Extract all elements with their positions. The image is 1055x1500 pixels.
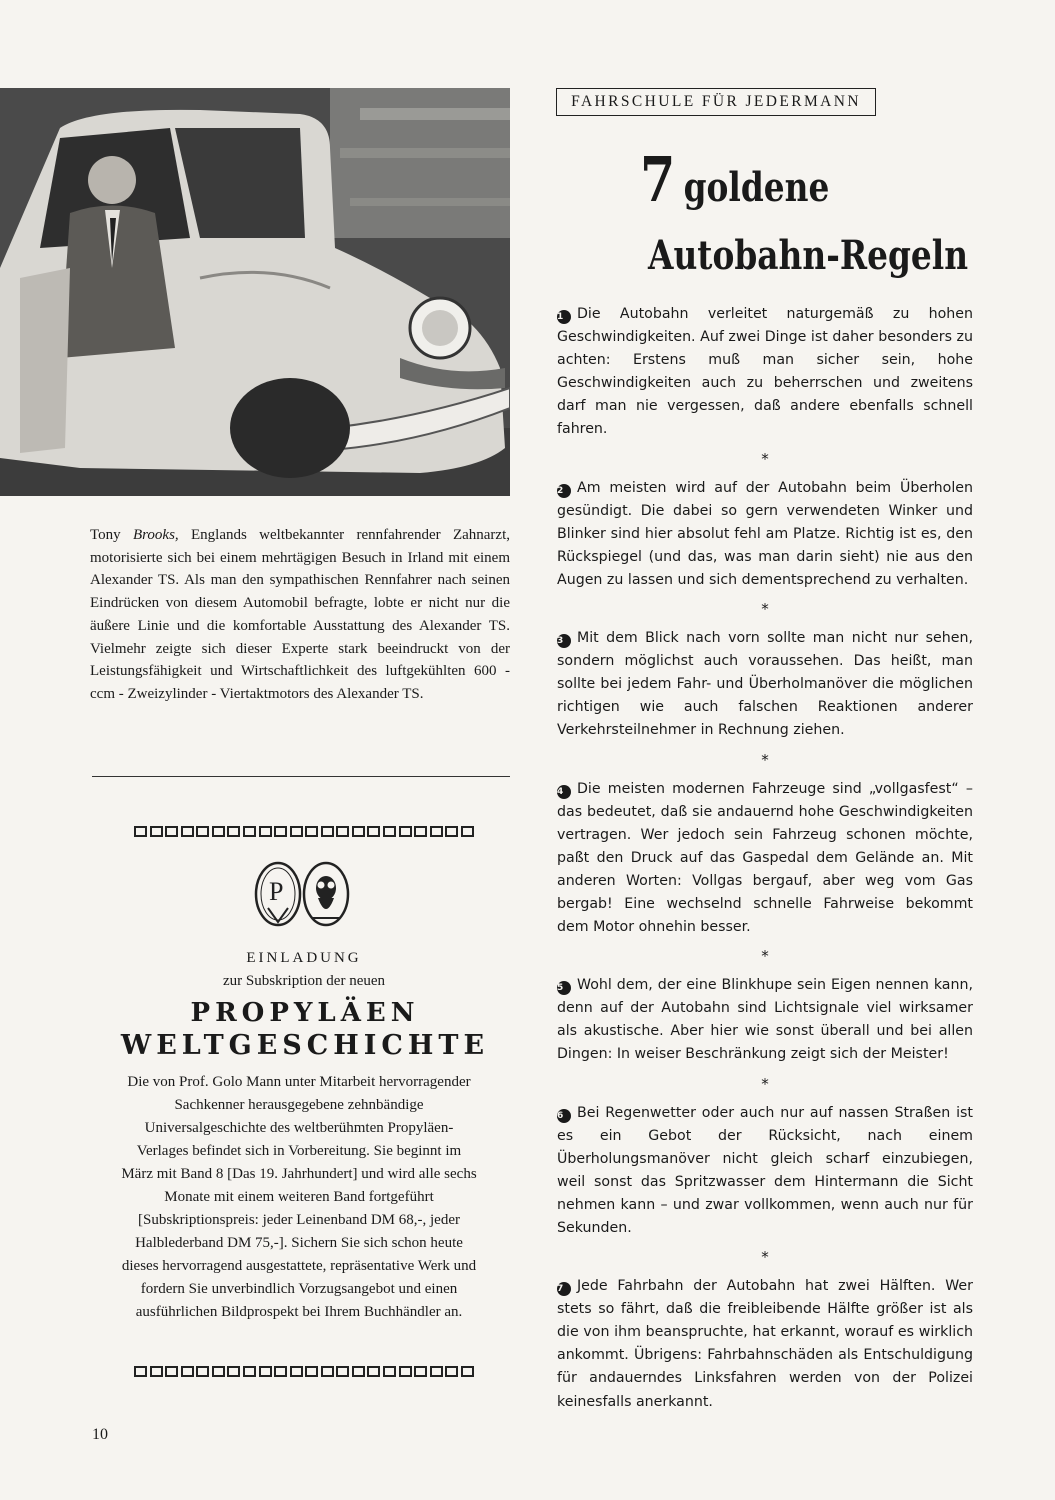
rule-item — [557, 303, 973, 442]
section-tag: FAHRSCHULE FÜR JEDERMANN — [556, 88, 876, 116]
headline-line1 — [640, 143, 830, 218]
rule-number-badge: 5 — [557, 981, 571, 995]
headline-word: goldene — [683, 164, 830, 211]
rule-text: Bei Regenwetter oder auch nur auf nassen Straßen ist es ein Gebot der Rücksicht, nach einem Überholungsmanöver nicht gleich scharf einzubiegen, weil sonst das Spritzwasser dem Hintermann die Sicht nehmen kann – und zwar vollkommen, wenn auch nur für Sekunden. — [557, 1104, 973, 1236]
separator-star: * — [761, 449, 769, 468]
rule-text: Die Autobahn verleitet naturgemäß zu hohen Geschwindigkeiten. Auf zwei Dinge ist daher besonders zu achten: Erstens muß man sicher sein, hohe Geschwindigkeiten auch zu beherrschen und zweitens darf man nie vergessen, daß andere ebenfalls schnell fahren. — [557, 306, 973, 438]
separator-star: * — [761, 750, 769, 769]
rule-number-badge: 2 — [557, 484, 571, 498]
rule-item — [557, 974, 973, 1066]
car-photo-drawing — [0, 88, 510, 496]
rules-list — [557, 303, 973, 1414]
logo-letter: P — [269, 877, 284, 906]
caption-lead: Tony — [90, 527, 133, 543]
photo-caption — [90, 524, 510, 706]
caption-text: Englands weltbekannter rennfahrender Zahnarzt, motorisierte sich bei einem mehrtägigen Besuch in Irland mit einem Alexander TS. Als man den sympathischen Rennfahrer nach seinen Eindrücken von diesem Automobil befragte, lobte er nicht nur die äußere Linie und die komfortable Ausstattung des Alexander TS. Vielmehr zeigte sich dieser Experte stark beeindruckt von der Leistungsfähigkeit und Wirtschaftlichkeit des luftgekühlten 600 - ccm - Zweizylinder - Viertaktmotors des Alexander TS. — [90, 527, 510, 702]
ad-kicker: EINLADUNG — [246, 950, 362, 966]
rule-text: Wohl dem, der eine Blinkhupe sein Eigen nennen kann, denn auf der Autobahn sind Lichtsignale viel wirksamer als akustische. Aber hier wie sonst überall und bei allen Dingen: In weiser Beschränkung zeigt sich der Meister! — [557, 977, 973, 1063]
separator-star: * — [761, 1074, 769, 1093]
separator-star: * — [761, 947, 769, 966]
page-number: 10 — [92, 1426, 108, 1443]
separator-star: * — [761, 1248, 769, 1267]
rule-number-badge: 7 — [557, 1282, 571, 1296]
ad-subtitle: zur Subskription der neuen — [222, 973, 386, 989]
rule-number-badge: 6 — [557, 1109, 571, 1123]
rule-number-badge: 1 — [557, 310, 571, 324]
rule-item — [557, 627, 973, 742]
section-divider — [92, 776, 510, 777]
headline-line2: Autobahn-Regeln — [648, 232, 969, 279]
headline-number: 7 — [640, 143, 676, 216]
ad-title-line1: PROPYLÄEN — [190, 998, 420, 1028]
rule-number-badge: 3 — [557, 634, 571, 648]
car-photo — [0, 88, 510, 496]
rule-text: Mit dem Blick nach vorn sollte man nicht nur sehen, sondern möglichst auch voraussehen. Das heißt, man sollte bei jedem Fahr- und Überholmanöver die möglichen richtigen wie auch falschen Reaktionen anderer Verkehrsteilnehmer in Rechnung ziehen. — [557, 630, 973, 739]
rule-item — [557, 1275, 973, 1414]
rule-item — [557, 778, 973, 940]
ad-title-line2: WELTGESCHICHTE — [120, 1030, 490, 1061]
rule-text: Am meisten wird auf der Autobahn beim Überholen gesündigt. Die dabei so gern verwendeten Winker und Blinker sind hier absolut fehl am Platze. Richtig ist es, den Rückspiegel (und das, was man darin sieht) nie aus den Augen zu lassen und sich dementsprechend zu verhalten. — [557, 479, 973, 588]
caption-name: Brooks, — [132, 527, 179, 543]
rule-item — [557, 1102, 973, 1241]
rule-item — [557, 477, 973, 592]
ad-border-top — [134, 826, 474, 841]
rule-text: Die meisten modernen Fahrzeuge sind „vollgasfest“ – das bedeutet, daß sie andauernd hohe Geschwindigkeiten vertragen. Wer jedoch sein Fahrzeug schonen möchte, paßt den Druck auf das Gaspedal dem Gelände an. Mit anderen Worten: Vollgas bergauf, aber weg vom Gas bergab! Eine wechselnd schnelle Fahrweise bekommt dem Motor ohnehin besser. — [557, 780, 973, 936]
separator-star: * — [761, 600, 769, 619]
rule-text: Jede Fahrbahn der Autobahn hat zwei Hälften. Wer stets so fährt, daß die freibleibende Hälfte größer ist als die von ihm beanspruchte, hat erkannt, worauf es wirklich ankommt. Übrigens: Fahrbahnschäden als Entschuldigung für andauerndes Linksfahren werden von der Polizei keinesfalls anerkannt. — [557, 1278, 973, 1410]
ad-border-bottom — [134, 1366, 474, 1381]
ad-body: Die von Prof. Golo Mann unter Mitarbeit hervorragender Sachkenner herausgegebene zehnbändige Universalgeschichte des weltberühmten Propyläen-Verlages befindet sich in Vorbereitung. Sie beginnt im März mit Band 8 [Das 19. Jahrhundert] und wird alle sechs Monate mit einem weiteren Band fortgeführt [Subskriptionspreis: jeder Leinenband DM 68,-, jeder Halblederband DM 75,-]. Sichern Sie sich schon heute dieses hervorragend ausgestattete, repräsentative Werk und fordern Sie unverbindlich Vorzugsangebot und einen ausführlichen Bildprospekt bei Ihrem Buchhändler an. — [121, 1074, 477, 1320]
propylaeen-logo-icon — [250, 860, 356, 930]
rule-number-badge: 4 — [557, 785, 571, 799]
